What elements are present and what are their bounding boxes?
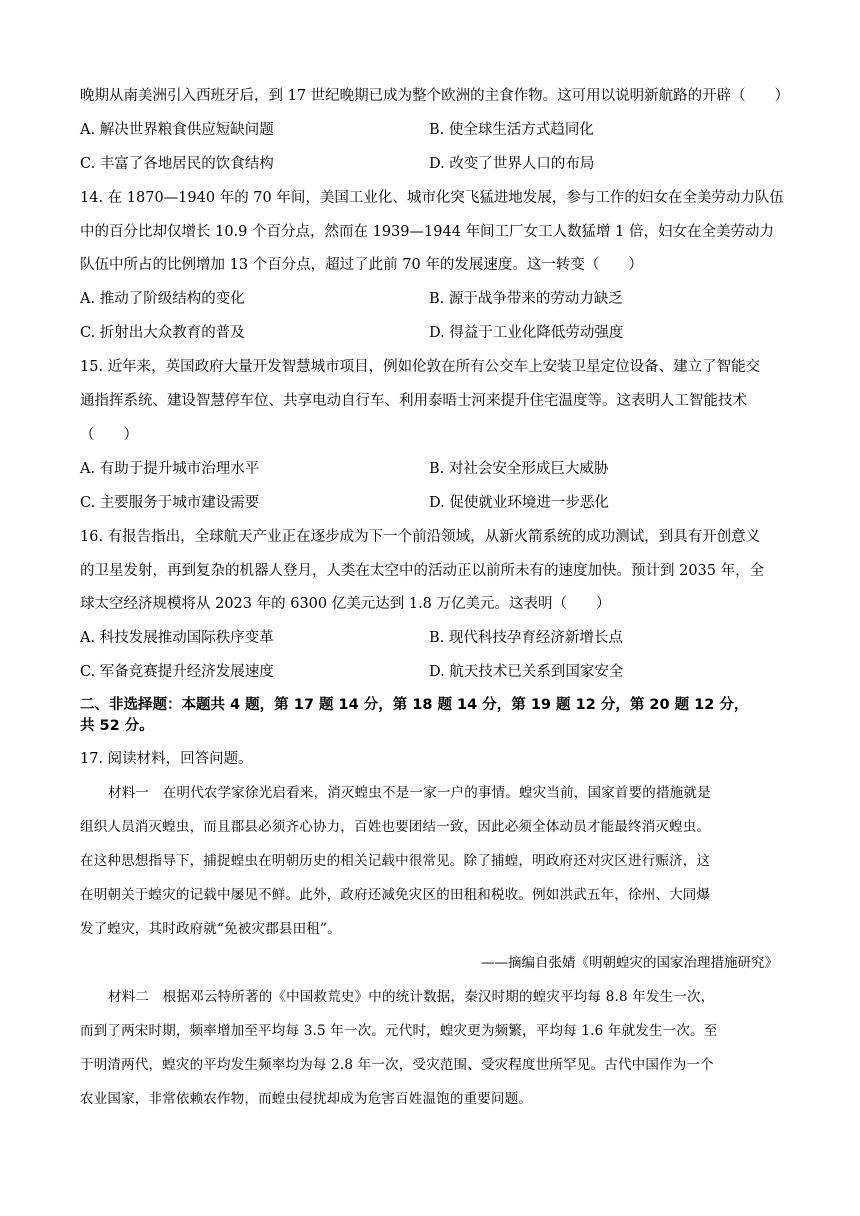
q14-option-a: A. 推动了阶级结构的变化 [80,291,245,307]
q14-option-d: D. 得益于工业化降低劳动强度 [429,325,624,341]
q16-option-c: C. 军备竞赛提升经济发展速度 [80,664,274,680]
q16-stem-line-1: 16. 有报告指出，全球航天产业正在逐步成为下一个前沿领域，从新火箭系统的成功测试，到具有开创意义 [80,529,761,545]
q17-material2-line-1: 材料二 根据邓云特所著的《中国救荒史》中的统计数据，秦汉时期的蝗灾平均每 8.8 年发生一次， [108,989,715,1005]
q16-stem-line-2: 的卫星发射，再到复杂的机器人登月，人类在太空中的活动正以前所未有的速度加快。预计到 2035 年，全 [80,563,765,579]
q16-option-b: B. 现代科技孕育经济新增长点 [429,630,623,646]
q17-stem: 17. 阅读材料，回答问题。 [80,751,253,767]
q15-option-a: A. 有助于提升城市治理水平 [80,461,260,477]
q17-material1-line-2: 组织人员消灭蝗虫，而且郡县必须齐心协力，百姓也要团结一致，因此必须全体动员才能最终消灭蝗虫。 [80,819,711,835]
q17-material1-line-1: 材料一 在明代农学家徐光启看来，消灭蝗虫不是一家一户的事情。蝗灾当前，国家首要的措施就是 [108,785,711,801]
q13-option-c: C. 丰富了各地居民的饮食结构 [80,156,274,172]
q16-option-d: D. 航天技术已关系到国家安全 [429,664,624,680]
q15-option-b: B. 对社会安全形成巨大威胁 [429,461,609,477]
q17-material1-line-3: 在这种思想指导下，捕捉蝗虫在明朝历史的相关记载中很常见。除了捕蝗，明政府还对灾区进行赈济，这 [80,853,711,869]
q17-material2-line-3: 于明清两代，蝗灾的平均发生频率均为每 2.8 年一次，受灾范围、受灾程度世所罕见。古代中国作为一个 [80,1057,714,1073]
q17-material2-line-4: 农业国家，非常依赖农作物，而蝗虫侵扰却成为危害百姓温饱的重要问题。 [80,1091,533,1107]
q15-option-c: C. 主要服务于城市建设需要 [80,495,260,511]
section2-header-line-1: 二、非选择题：本题共 4 题，第 17 题 14 分，第 18 题 14 分，第 19 题 12 分，第 20 题 12 分， [80,697,749,713]
q16-option-a: A. 科技发展推动国际秩序变革 [80,630,274,646]
q13-option-b: B. 使全球生活方式趋同化 [429,122,594,138]
q17-material1-line-4: 在明朝关于蝗灾的记载中屡见不鲜。此外，政府还减免灾区的田租和税收。例如洪武五年，徐州、大同爆 [80,887,711,903]
section2-header-line-2: 共 52 分。 [80,718,154,734]
q15-stem-line-2: 通指挥系统、建设智慧停车位、共享电动自行车、利用泰晤士河来提升住宅温度等。这表明人工智能技术 [80,393,747,409]
q17-material1-source: ——摘编自张婧《明朝蝗灾的国家治理措施研究》 [481,955,778,971]
q14-option-c: C. 折射出大众教育的普及 [80,325,245,341]
q14-option-b: B. 源于战争带来的劳动力缺乏 [429,291,623,307]
q15-stem-line-1: 15. 近年来，英国政府大量开发智慧城市项目，例如伦敦在所有公交车上安装卫星定位设备、建立了智能交 [80,359,761,375]
q13-stem-tail: 晚期从南美洲引入西班牙后，到 17 世纪晚期已成为整个欧洲的主食作物。这可用以说明新航路的开辟（ ） [80,88,790,104]
q14-stem-line-1: 14. 在 1870—1940 年的 70 年间，美国工业化、城市化突飞猛进地发展，参与工作的妇女在全美劳动力队伍 [80,190,784,206]
q13-option-d: D. 改变了世界人口的布局 [429,156,595,172]
q13-option-a: A. 解决世界粮食供应短缺问题 [80,122,274,138]
q15-option-d: D. 促使就业环境进一步恶化 [429,495,609,511]
q16-stem-line-3: 球太空经济规模将从 2023 年的 6300 亿美元达到 1.8 万亿美元。这表明（ ） [80,596,611,612]
q14-stem-line-3: 队伍中所占的比例增加 13 个百分点，超过了此前 70 年的发展速度。这一转变（ ） [80,257,643,273]
q14-stem-line-2: 中的百分比却仅增长 10.9 个百分点，然而在 1939—1944 年间工厂女工人数猛增 1 倍，妇女在全美劳动力 [80,224,774,240]
q17-material1-line-5: 发了蝗灾，其时政府就“免被灾郡县田租”。 [80,921,341,937]
q17-material2-line-2: 而到了两宋时期，频率增加至平均每 3.5 年一次。元代时，蝗灾更为频繁，平均每 1.6 年就发生一次。至 [80,1023,718,1039]
q15-stem-line-3: （ ） [80,427,138,443]
